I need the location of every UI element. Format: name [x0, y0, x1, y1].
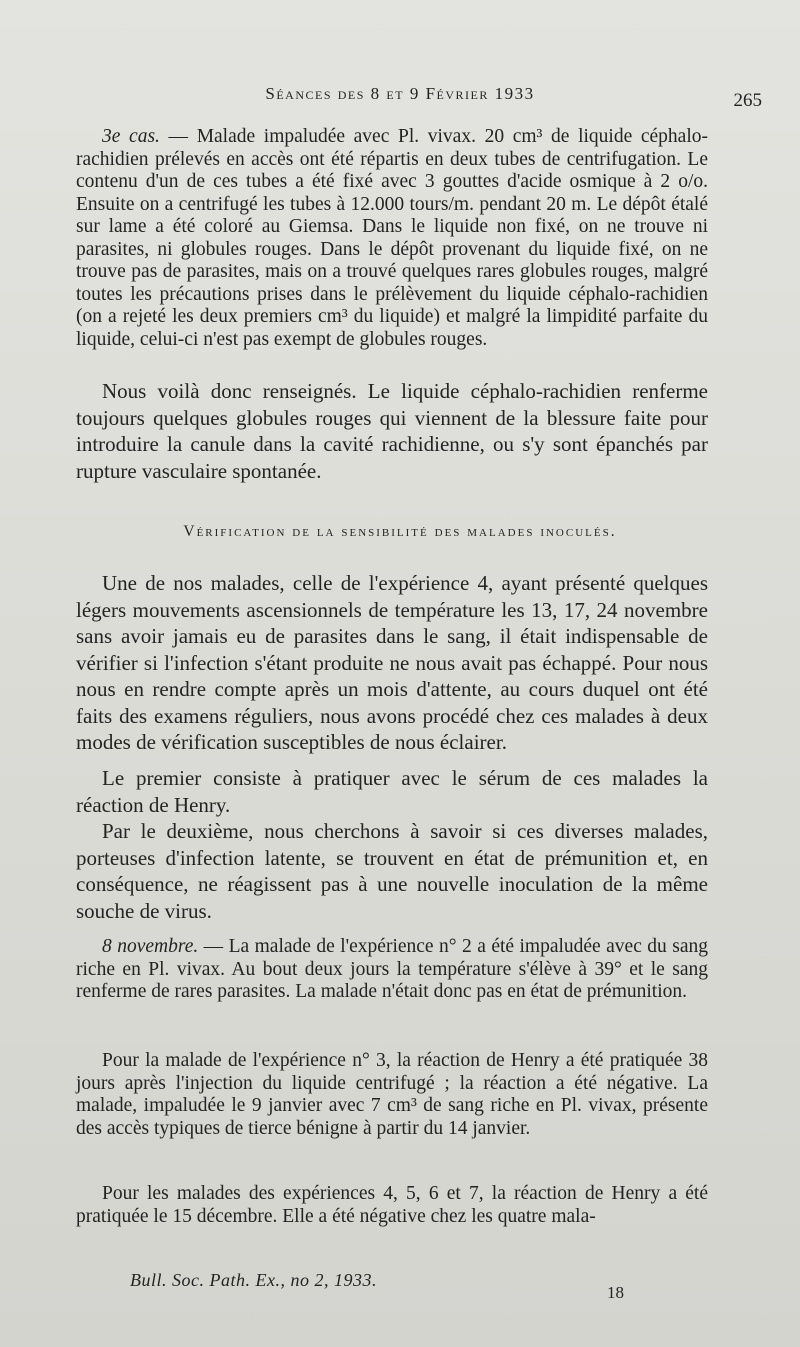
exp4567-text: Pour les malades des expériences 4, 5, 6 et 7, la réaction de Henry a été pratiquée le 15 décembre. Elle a été négative chez les quatre mala- — [76, 1183, 708, 1227]
verification-text-1: Une de nos malades, celle de l'expérience 4, ayant présenté quelques légers mouvements ascensionnels de température les 13, 17, 24 novembre sans avoir jamais eu de parasites dans le sang, il était indispensable de vérifier si l'infection s'étant produite ne nous avait pas échappé. Pour nous nous en rendre compte après un mois d'attente, au cours duquel ont été faits des examens réguliers, nous avons procédé chez ces malades à deux modes de vérification susceptibles de nous éclairer. — [76, 571, 708, 754]
summary-text: Nous voilà donc renseignés. Le liquide céphalo-rachidien renferme toujours quelques globules rouges qui viennent de la blessure faite pour introduire la canule dans la cavité rachidienne, ou s'y sont épanchés par rupture vasculaire spontanée. — [76, 379, 708, 483]
case-3-label: 3e cas. — [102, 126, 160, 147]
verification-text-2: Le premier consiste à pratiquer avec le sérum de ces malades la réaction de Henry. — [76, 766, 708, 817]
exp4567-paragraph — [76, 1183, 708, 1228]
section-title: Vérification de la sensibilité des malades inoculés. — [183, 523, 617, 540]
verification-paragraph-1 — [76, 570, 708, 756]
nov8-label: 8 novembre. — [102, 936, 199, 957]
case-3-text: — Malade impaludée avec Pl. vivax. 20 cm³ de liquide céphalo-rachidien prélevés en accès ont été répartis en deux tubes de centrifugation. Le contenu d'un de ces tubes a été fixé avec 3 gouttes d'acide osmique à 2 o/o. Ensuite on a centrifugé les tubes à 12.000 tours/m. pendant 20 m. Le dépôt étalé sur lame a été coloré au Giemsa. Dans le liquide non fixé, on ne trouve ni parasites, ni globules rouges. Dans le dépôt provenant du liquide fixé, on ne trouve pas de parasites, mais on a trouvé quelques rares globules rouges, malgré toutes les précautions prises dans le prélèvement du liquide céphalo-rachidien (on a rejeté les deux premiers cm³ du liquide) et malgré la limpidité parfaite du liquide, celui-ci n'est pas exempt de globules rouges. — [76, 126, 708, 350]
nov8-text: — La malade de l'expérience n° 2 a été impaludée avec du sang riche en Pl. vivax. Au bout deux jours la température s'élève à 39° et le sang renferme de rares parasites. La malade n'était donc pas en état de prémunition. — [76, 936, 708, 1002]
exp3-text: Pour la malade de l'expérience n° 3, la réaction de Henry a été pratiquée 38 jours après l'injection du liquide centrifugé ; la réaction a été négative. La malade, impaludée le 9 janvier avec 7 cm³ de sang riche en Pl. vivax, présente des accès typiques de tierce bénigne à partir du 14 janvier. — [76, 1050, 708, 1139]
case-3-paragraph — [76, 126, 708, 351]
footer-citation: Bull. Soc. Path. Ex., no 2, 1933. — [130, 1270, 377, 1290]
nov8-paragraph — [76, 936, 708, 1004]
summary-paragraph — [76, 378, 708, 484]
page-number: 265 — [733, 90, 762, 111]
exp3-paragraph — [76, 1050, 708, 1140]
verification-paragraph-3 — [76, 818, 708, 924]
page-header — [0, 84, 800, 114]
running-head: Séances des 8 et 9 Février 1933 — [265, 84, 535, 103]
verification-text-3: Par le deuxième, nous cherchons à savoir si ces diverses malades, porteuses d'infection latente, se trouvent en état de prémunition et, en conséquence, ne réagissent pas à une nouvelle inoculation de la même souche de virus. — [76, 819, 708, 923]
sheet-number: 18 — [607, 1283, 624, 1302]
verification-paragraph-2 — [76, 765, 708, 818]
